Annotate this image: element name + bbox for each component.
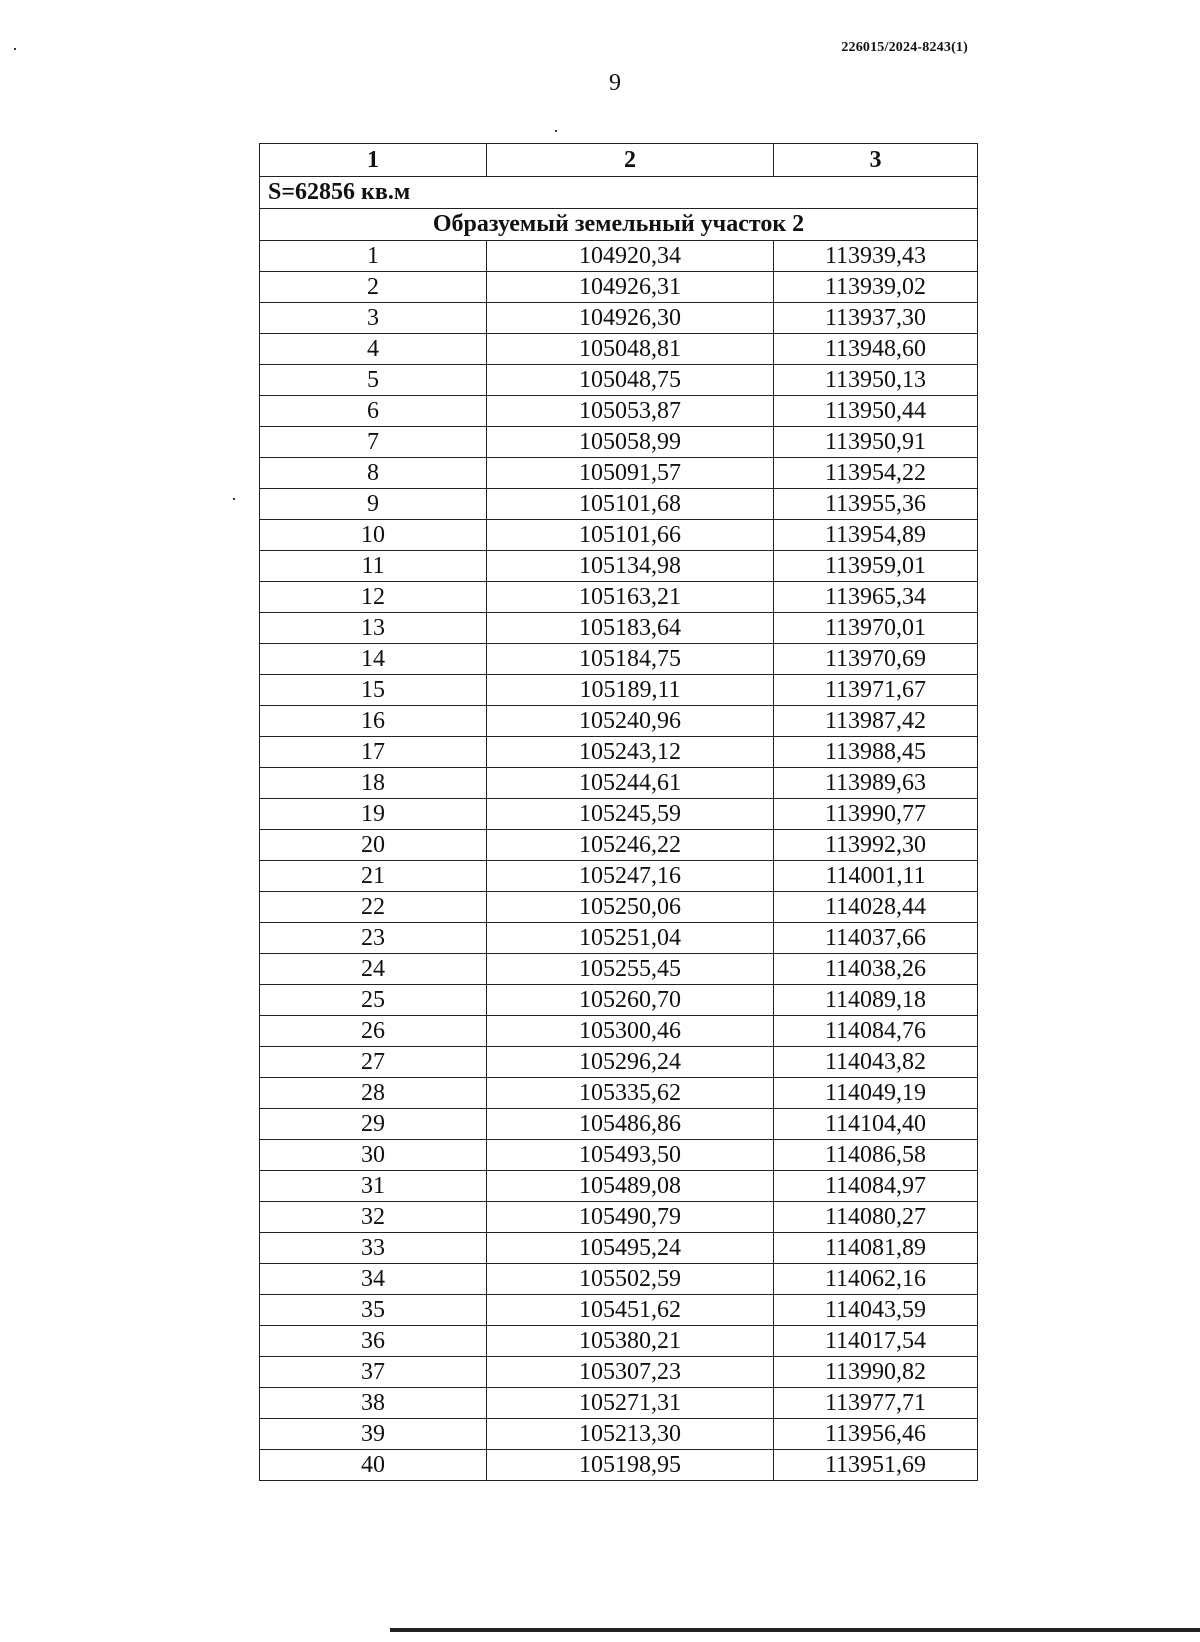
x-coordinate-cell: 105183,64 xyxy=(487,613,774,644)
point-number-cell: 31 xyxy=(260,1171,487,1202)
point-number-cell: 29 xyxy=(260,1109,487,1140)
y-coordinate-cell: 113954,22 xyxy=(774,458,978,489)
scan-speck xyxy=(555,130,557,132)
x-coordinate-cell: 105296,24 xyxy=(487,1047,774,1078)
point-number-cell: 33 xyxy=(260,1233,487,1264)
x-coordinate-cell: 104926,31 xyxy=(487,272,774,303)
y-coordinate-cell: 113970,01 xyxy=(774,613,978,644)
y-coordinate-cell: 113939,43 xyxy=(774,241,978,272)
table-row xyxy=(260,923,978,954)
y-coordinate-cell: 114049,19 xyxy=(774,1078,978,1109)
point-number-cell: 9 xyxy=(260,489,487,520)
table-row xyxy=(260,1016,978,1047)
y-coordinate-cell: 114104,40 xyxy=(774,1109,978,1140)
table-row xyxy=(260,830,978,861)
x-coordinate-cell: 105243,12 xyxy=(487,737,774,768)
point-number-cell: 10 xyxy=(260,520,487,551)
y-coordinate-cell: 113954,89 xyxy=(774,520,978,551)
y-coordinate-cell: 114028,44 xyxy=(774,892,978,923)
point-number-cell: 4 xyxy=(260,334,487,365)
y-coordinate-cell: 113989,63 xyxy=(774,768,978,799)
point-number-cell: 14 xyxy=(260,644,487,675)
point-number-cell: 35 xyxy=(260,1295,487,1326)
scan-edge-line xyxy=(390,1628,1200,1632)
point-number-cell: 26 xyxy=(260,1016,487,1047)
point-number-cell: 37 xyxy=(260,1357,487,1388)
point-number-cell: 3 xyxy=(260,303,487,334)
y-coordinate-cell: 114081,89 xyxy=(774,1233,978,1264)
table-row xyxy=(260,1202,978,1233)
point-number-cell: 28 xyxy=(260,1078,487,1109)
x-coordinate-cell: 105489,08 xyxy=(487,1171,774,1202)
point-number-cell: 23 xyxy=(260,923,487,954)
y-coordinate-cell: 113950,44 xyxy=(774,396,978,427)
y-coordinate-cell: 114001,11 xyxy=(774,861,978,892)
point-number-cell: 12 xyxy=(260,582,487,613)
x-coordinate-cell: 105255,45 xyxy=(487,954,774,985)
table-row xyxy=(260,1233,978,1264)
x-coordinate-cell: 105486,86 xyxy=(487,1109,774,1140)
scan-speck xyxy=(14,48,16,50)
table-row xyxy=(260,799,978,830)
table-row xyxy=(260,1388,978,1419)
point-number-cell: 30 xyxy=(260,1140,487,1171)
point-number-cell: 24 xyxy=(260,954,487,985)
table-row xyxy=(260,768,978,799)
x-coordinate-cell: 105184,75 xyxy=(487,644,774,675)
x-coordinate-cell: 105048,75 xyxy=(487,365,774,396)
table-row xyxy=(260,1140,978,1171)
point-number-cell: 32 xyxy=(260,1202,487,1233)
column-header-2: 2 xyxy=(487,144,774,177)
x-coordinate-cell: 104920,34 xyxy=(487,241,774,272)
table-row xyxy=(260,861,978,892)
x-coordinate-cell: 105490,79 xyxy=(487,1202,774,1233)
y-coordinate-cell: 113990,82 xyxy=(774,1357,978,1388)
y-coordinate-cell: 113948,60 xyxy=(774,334,978,365)
y-coordinate-cell: 114043,59 xyxy=(774,1295,978,1326)
point-number-cell: 38 xyxy=(260,1388,487,1419)
table-row xyxy=(260,427,978,458)
point-number-cell: 18 xyxy=(260,768,487,799)
y-coordinate-cell: 113971,67 xyxy=(774,675,978,706)
table-row xyxy=(260,1078,978,1109)
x-coordinate-cell: 105213,30 xyxy=(487,1419,774,1450)
y-coordinate-cell: 113937,30 xyxy=(774,303,978,334)
table-row xyxy=(260,1450,978,1481)
x-coordinate-cell: 105163,21 xyxy=(487,582,774,613)
table-row xyxy=(260,365,978,396)
table-row xyxy=(260,551,978,582)
x-coordinate-cell: 105250,06 xyxy=(487,892,774,923)
coordinates-table xyxy=(259,143,978,1481)
y-coordinate-cell: 114037,66 xyxy=(774,923,978,954)
point-number-cell: 25 xyxy=(260,985,487,1016)
y-coordinate-cell: 113970,69 xyxy=(774,644,978,675)
x-coordinate-cell: 105451,62 xyxy=(487,1295,774,1326)
y-coordinate-cell: 114017,54 xyxy=(774,1326,978,1357)
table-row xyxy=(260,1357,978,1388)
point-number-cell: 5 xyxy=(260,365,487,396)
y-coordinate-cell: 114084,97 xyxy=(774,1171,978,1202)
table-row xyxy=(260,675,978,706)
x-coordinate-cell: 105240,96 xyxy=(487,706,774,737)
table-row xyxy=(260,334,978,365)
point-number-cell: 22 xyxy=(260,892,487,923)
table-row xyxy=(260,396,978,427)
point-number-cell: 7 xyxy=(260,427,487,458)
x-coordinate-cell: 105300,46 xyxy=(487,1016,774,1047)
point-number-cell: 40 xyxy=(260,1450,487,1481)
table-row xyxy=(260,1295,978,1326)
point-number-cell: 36 xyxy=(260,1326,487,1357)
x-coordinate-cell: 105495,24 xyxy=(487,1233,774,1264)
table-row xyxy=(260,613,978,644)
table-row xyxy=(260,1171,978,1202)
x-coordinate-cell: 105134,98 xyxy=(487,551,774,582)
x-coordinate-cell: 105244,61 xyxy=(487,768,774,799)
point-number-cell: 20 xyxy=(260,830,487,861)
table-row xyxy=(260,458,978,489)
y-coordinate-cell: 114043,82 xyxy=(774,1047,978,1078)
y-coordinate-cell: 113990,77 xyxy=(774,799,978,830)
table-header-row xyxy=(260,144,978,177)
y-coordinate-cell: 113992,30 xyxy=(774,830,978,861)
table-row xyxy=(260,1047,978,1078)
x-coordinate-cell: 105101,68 xyxy=(487,489,774,520)
point-number-cell: 1 xyxy=(260,241,487,272)
scan-speck xyxy=(233,498,235,500)
table-row xyxy=(260,1419,978,1450)
x-coordinate-cell: 105307,23 xyxy=(487,1357,774,1388)
point-number-cell: 13 xyxy=(260,613,487,644)
table-row xyxy=(260,489,978,520)
x-coordinate-cell: 105335,62 xyxy=(487,1078,774,1109)
point-number-cell: 19 xyxy=(260,799,487,830)
y-coordinate-cell: 114089,18 xyxy=(774,985,978,1016)
y-coordinate-cell: 113956,46 xyxy=(774,1419,978,1450)
y-coordinate-cell: 113965,34 xyxy=(774,582,978,613)
point-number-cell: 8 xyxy=(260,458,487,489)
y-coordinate-cell: 114038,26 xyxy=(774,954,978,985)
table-row xyxy=(260,737,978,768)
document-number: 226015/2024-8243(1) xyxy=(841,40,968,55)
point-number-cell: 21 xyxy=(260,861,487,892)
table-row xyxy=(260,644,978,675)
y-coordinate-cell: 114080,27 xyxy=(774,1202,978,1233)
x-coordinate-cell: 105048,81 xyxy=(487,334,774,365)
x-coordinate-cell: 105380,21 xyxy=(487,1326,774,1357)
y-coordinate-cell: 113950,91 xyxy=(774,427,978,458)
column-header-1: 1 xyxy=(260,144,487,177)
table-row xyxy=(260,272,978,303)
x-coordinate-cell: 105058,99 xyxy=(487,427,774,458)
x-coordinate-cell: 105091,57 xyxy=(487,458,774,489)
x-coordinate-cell: 105246,22 xyxy=(487,830,774,861)
x-coordinate-cell: 105251,04 xyxy=(487,923,774,954)
table-row xyxy=(260,892,978,923)
y-coordinate-cell: 113959,01 xyxy=(774,551,978,582)
section-title: Образуемый земельный участок 2 xyxy=(260,209,978,241)
y-coordinate-cell: 113987,42 xyxy=(774,706,978,737)
y-coordinate-cell: 113977,71 xyxy=(774,1388,978,1419)
area-label: S=62856 кв.м xyxy=(260,177,978,209)
x-coordinate-cell: 105198,95 xyxy=(487,1450,774,1481)
point-number-cell: 39 xyxy=(260,1419,487,1450)
x-coordinate-cell: 105493,50 xyxy=(487,1140,774,1171)
area-row xyxy=(260,177,978,209)
x-coordinate-cell: 104926,30 xyxy=(487,303,774,334)
x-coordinate-cell: 105101,66 xyxy=(487,520,774,551)
page-number: 9 xyxy=(609,70,621,96)
y-coordinate-cell: 114086,58 xyxy=(774,1140,978,1171)
table-row xyxy=(260,520,978,551)
y-coordinate-cell: 114062,16 xyxy=(774,1264,978,1295)
table-row xyxy=(260,1264,978,1295)
y-coordinate-cell: 113950,13 xyxy=(774,365,978,396)
table-row xyxy=(260,1109,978,1140)
point-number-cell: 15 xyxy=(260,675,487,706)
table-row xyxy=(260,706,978,737)
x-coordinate-cell: 105245,59 xyxy=(487,799,774,830)
point-number-cell: 11 xyxy=(260,551,487,582)
y-coordinate-cell: 113939,02 xyxy=(774,272,978,303)
x-coordinate-cell: 105189,11 xyxy=(487,675,774,706)
x-coordinate-cell: 105502,59 xyxy=(487,1264,774,1295)
table-row xyxy=(260,985,978,1016)
y-coordinate-cell: 113955,36 xyxy=(774,489,978,520)
table-row xyxy=(260,303,978,334)
y-coordinate-cell: 114084,76 xyxy=(774,1016,978,1047)
x-coordinate-cell: 105271,31 xyxy=(487,1388,774,1419)
point-number-cell: 17 xyxy=(260,737,487,768)
point-number-cell: 6 xyxy=(260,396,487,427)
point-number-cell: 2 xyxy=(260,272,487,303)
point-number-cell: 27 xyxy=(260,1047,487,1078)
table-row xyxy=(260,954,978,985)
section-row xyxy=(260,209,978,241)
point-number-cell: 34 xyxy=(260,1264,487,1295)
table-row xyxy=(260,1326,978,1357)
y-coordinate-cell: 113988,45 xyxy=(774,737,978,768)
table-row xyxy=(260,582,978,613)
table-row xyxy=(260,241,978,272)
x-coordinate-cell: 105053,87 xyxy=(487,396,774,427)
point-number-cell: 16 xyxy=(260,706,487,737)
column-header-3: 3 xyxy=(774,144,978,177)
x-coordinate-cell: 105260,70 xyxy=(487,985,774,1016)
y-coordinate-cell: 113951,69 xyxy=(774,1450,978,1481)
x-coordinate-cell: 105247,16 xyxy=(487,861,774,892)
